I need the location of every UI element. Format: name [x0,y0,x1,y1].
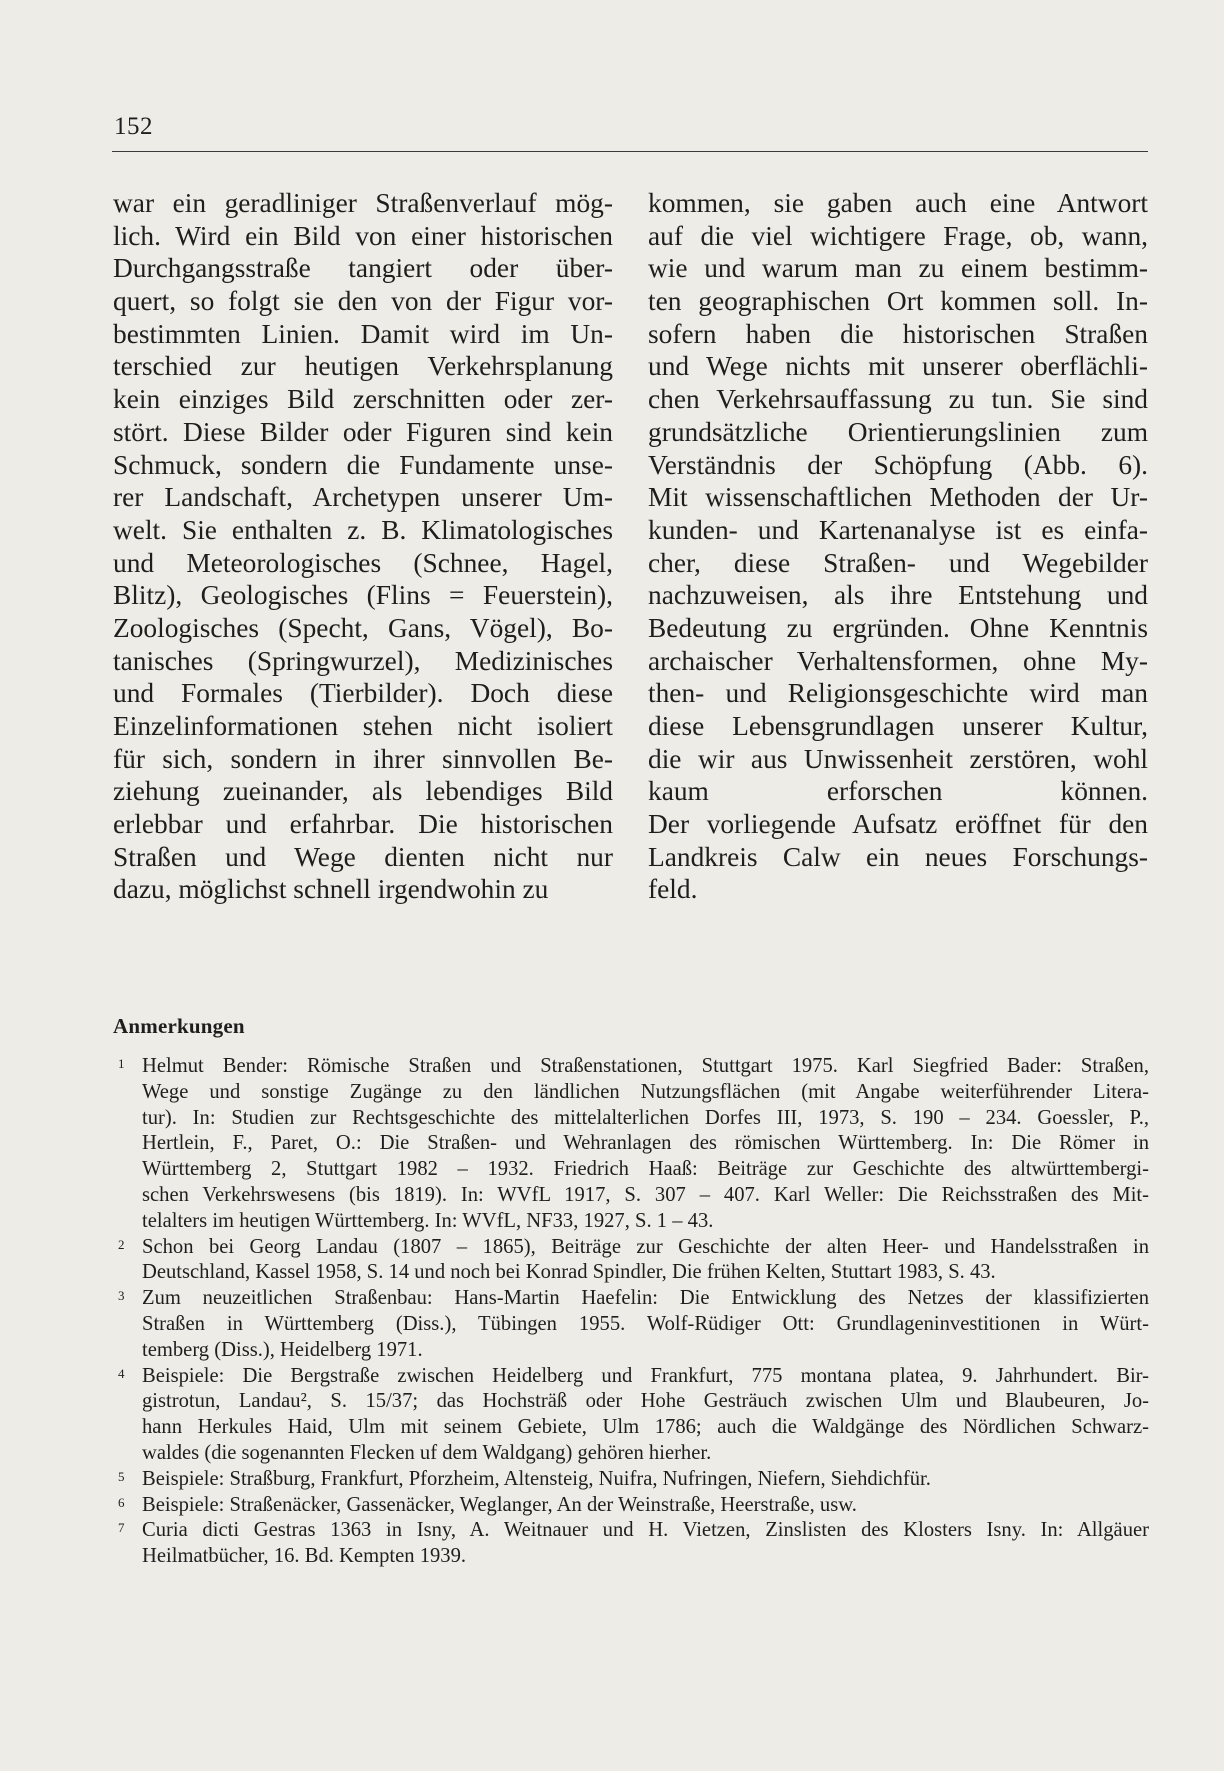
footnote [118,1518,1149,1570]
footnote-line: Straßen in Württemberg (Diss.), Tübingen 1955. Wolf-Rüdiger Ott: Grundlageninvestitionen in Würt- [142,1312,1149,1335]
left-column-line: dazu, möglichst schnell irgendwohin zu [113,874,549,905]
right-column-line: auf die viel wichtigere Frage, ob, wann, [648,220,1148,251]
left-column-line: und Formales (Tierbilder). Doch diese [113,678,613,709]
left-column-line: Einzelinformationen stehen nicht isoliert [113,711,613,741]
right-column-line: archaischer Verhaltensformen, ohne My- [648,645,1148,676]
right-column-line: grundsätzliche Orientierungslinien zum [648,416,1148,447]
left-column-line: quert, so folgt sie den von der Figur vor- [113,286,613,317]
right-column-line: then- und Religionsgeschichte wird man [648,678,1148,709]
footnote-line: tur). In: Studien zur Rechtsgeschichte des mittelalterlichen Dorfes III, 1973, S. 190 – 234. Goessler, P., [142,1106,1149,1129]
right-column-line: die wir aus Unwissenheit zerstören, wohl [648,743,1148,774]
right-column-line: kunden- und Kartenanalyse ist es einfa- [648,514,1148,545]
left-column-line: war ein geradliniger Straßenverlauf mög- [113,188,613,218]
footnote-number: 5 [118,1468,125,1484]
right-column-line: ten geographischen Ort kommen soll. In- [648,286,1148,317]
footnote-line: schen Verkehrswesens (bis 1819). In: WVfL 1917, S. 307 – 407. Karl Weller: Die Reichsstraßen des Mit- [142,1183,1149,1206]
footnote-line: Heilmatbücher, 16. Bd. Kempten 1939. [142,1545,467,1568]
footnote-number: 7 [118,1520,125,1536]
left-column [113,187,613,906]
footnote [118,1286,1149,1363]
footnotes [118,1054,1149,1570]
footnote [118,1467,1149,1493]
right-column-line: cher, diese Straßen- und Wegebilder [648,547,1148,578]
page-number: 152 [114,113,153,140]
footnote-line: telalters im heutigen Württemberg. In: WVfL, NF33, 1927, S. 1 – 43. [142,1209,714,1232]
footnote-line: Deutschland, Kassel 1958, S. 14 und noch bei Konrad Spindler, Die frühen Kelten, Stuttart 1983, S. 43. [142,1261,996,1284]
footnote-line: Zum neuzeitlichen Straßenbau: Hans-Martin Haefelin: Die Entwicklung des Netzes der klassifizierten [142,1287,1149,1310]
footnote-line: waldes (die sogenannten Flecken uf dem Waldgang) gehören hierher. [142,1441,712,1464]
right-column-line: kaum erforschen können. [648,776,1148,807]
right-column-line: kommen, sie gaben auch eine Antwort [648,188,1148,218]
right-column-line: wie und warum man zu einem bestimm- [648,253,1148,284]
right-column-line: chen Verkehrsauffassung zu tun. Sie sind [648,384,1148,415]
footnote-number: 4 [118,1365,125,1381]
left-column-line: stört. Diese Bilder oder Figuren sind kein [113,416,613,447]
footnote [118,1054,1149,1235]
footnote [118,1493,1149,1519]
footnote-line: temberg (Diss.), Heidelberg 1971. [142,1338,423,1361]
right-column-line: und Wege nichts mit unserer oberflächli- [648,351,1148,382]
footnote-line: gistrotun, Landau², S. 15/37; das Hochsträß oder Hohe Gesträuch zwischen Ulm und Blaubeuren, Jo- [142,1390,1149,1413]
left-column-line: kein einziges Bild zerschnitten oder zer- [113,384,613,415]
footnote-line: Beispiele: Straßenäcker, Gassenäcker, Weglanger, An der Weinstraße, Heerstraße, usw. [142,1493,857,1516]
footnote-line: Wege und sonstige Zugänge zu den ländlichen Nutzungsflächen (mit Angabe weiterführender Litera- [142,1080,1149,1103]
footnote-number: 3 [118,1288,125,1304]
right-column-line: Verständnis der Schöpfung (Abb. 6). [648,449,1148,480]
left-column-line: Blitz), Geologisches (Flins = Feuerstein), [113,580,613,611]
footnote-number: 2 [118,1236,125,1252]
footnote-line: Beispiele: Straßburg, Frankfurt, Pforzheim, Altensteig, Nuifra, Nufringen, Niefern, Siehdichfür. [142,1467,931,1490]
left-column-line: terschied zur heutigen Verkehrsplanung [113,351,613,382]
footnote-line: Schon bei Georg Landau (1807 – 1865), Beiträge zur Geschichte der alten Heer- und Handelsstraßen in [142,1235,1149,1258]
footnote-line: Hertlein, F., Paret, O.: Die Straßen- und Wehranlagen des römischen Württemberg. In: Die Römer in [142,1132,1149,1155]
right-column-line: nachzuweisen, als ihre Entstehung und [648,580,1148,611]
right-column-line: Landkreis Calw ein neues Forschungs- [648,841,1148,872]
left-column-line: tanisches (Springwurzel), Medizinisches [113,645,613,676]
right-column [648,187,1148,906]
left-column-line: ziehung zueinander, als lebendiges Bild [113,776,613,807]
left-column-line: bestimmten Linien. Damit wird im Un- [113,318,613,349]
footnote [118,1235,1149,1287]
footnote-line: Württemberg 2, Stuttgart 1982 – 1932. Friedrich Haaß: Beiträge zur Geschichte des altwürttembergi- [142,1158,1149,1181]
right-column-line: feld. [648,874,698,905]
left-column-line: Zoologisches (Specht, Gans, Vögel), Bo- [113,612,613,643]
right-column-line: Mit wissenschaftlichen Methoden der Ur- [648,482,1148,513]
left-column-line: erlebbar und erfahrbar. Die historischen [113,809,613,840]
footnote-line: Beispiele: Die Bergstraße zwischen Heidelberg und Frankfurt, 775 montana platea, 9. Jahrhundert. Bir- [142,1364,1149,1387]
left-column-line: und Meteorologisches (Schnee, Hagel, [113,547,613,578]
notes-heading: Anmerkungen [113,1014,245,1038]
right-column-line: diese Lebensgrundlagen unserer Kultur, [648,711,1148,741]
footnote-line: hann Herkules Haid, Ulm mit seinem Gebiete, Ulm 1786; auch die Waldgänge des Nördlichen Schwarz- [142,1416,1149,1439]
right-column-line: sofern haben die historischen Straßen [648,318,1148,349]
header-rule [112,151,1148,152]
footnote-line: Helmut Bender: Römische Straßen und Straßenstationen, Stuttgart 1975. Karl Siegfried Bader: Straßen, [142,1055,1149,1077]
footnote-line: Curia dicti Gestras 1363 in Isny, A. Weitnauer und H. Vietzen, Zinslisten des Klosters Isny. In: Allgäuer [142,1519,1149,1542]
footnote-number: 6 [118,1494,125,1510]
left-column-line: Straßen und Wege dienten nicht nur [113,841,613,872]
left-column-line: für sich, sondern in ihrer sinnvollen Be- [113,743,613,774]
right-column-line: Bedeutung zu ergründen. Ohne Kenntnis [648,612,1148,643]
right-column-line: Der vorliegende Aufsatz eröffnet für den [648,809,1148,840]
left-column-line: lich. Wird ein Bild von einer historischen [113,220,613,251]
left-column-line: welt. Sie enthalten z. B. Klimatologisches [113,514,613,545]
footnote-number: 1 [118,1056,125,1071]
left-column-line: Durchgangsstraße tangiert oder über- [113,253,613,284]
left-column-line: rer Landschaft, Archetypen unserer Um- [113,482,613,513]
left-column-line: Schmuck, sondern die Fundamente unse- [113,449,613,480]
footnote [118,1364,1149,1467]
